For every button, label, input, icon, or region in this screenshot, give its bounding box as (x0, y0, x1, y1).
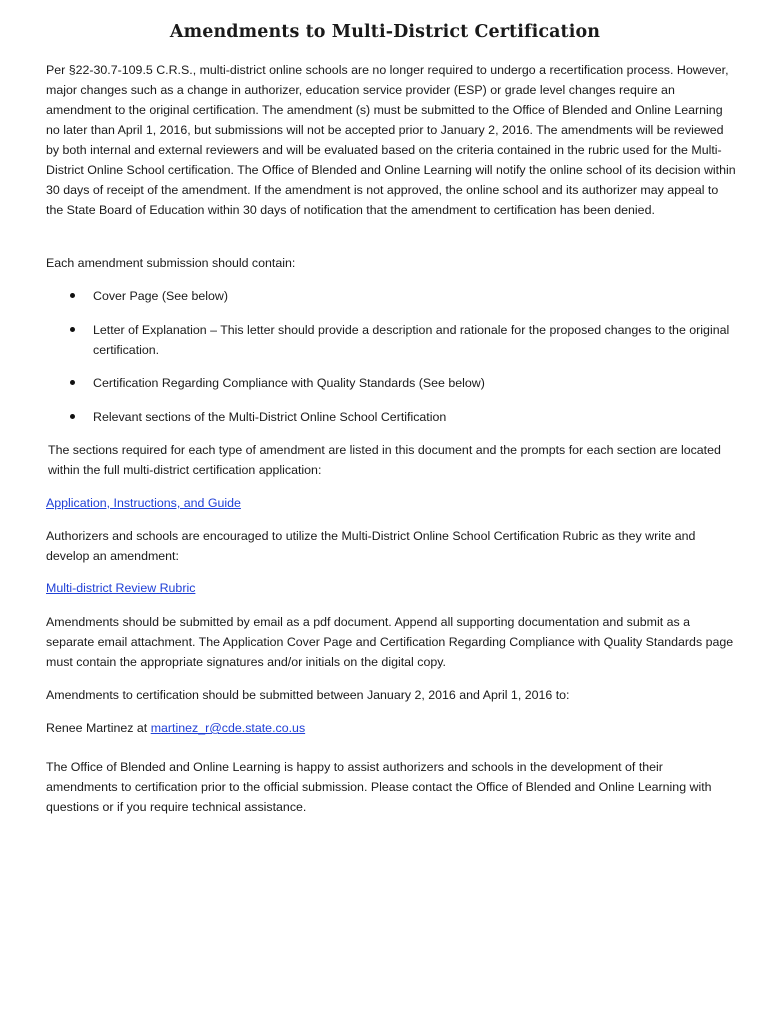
intro-paragraph-text: Per §22-30.7-109.5 C.R.S., multi-district online schools are no longer required to undergo a recertification process. However, major changes such as a change in authorizer, education service provider (ESP) or grade level changes require an amendment to the original certification. The amendment (s) must be submitted to the Office of Blended and Online Learning no later than April 1, 2016, but submissions will not be accepted prior to January 2, 2016. The amendments will be reviewed by both internal and external reviewers and will be evaluated based on the criteria contained in the rubric used for the Multi-District Online School certification. The Office of Blended and Online Learning will notify the online school of its decision within 30 days of receipt of the amendment. If the amendment is not approved, the online school and its authorizer may appeal to the State Board of Education within 30 days of notification that the amendment to certification has been denied. (46, 63, 736, 217)
dates-paragraph (46, 685, 736, 705)
rubric-paragraph-text: Authorizers and schools are encouraged to utilize the Multi-District Online School Certification Rubric as they write and develop an amendment: (46, 529, 696, 563)
closing-paragraph (46, 757, 736, 817)
intro-paragraph (46, 60, 736, 220)
email-paragraph (46, 612, 736, 672)
contact-email-link[interactable]: martinez_r@cde.state.co.us (150, 721, 306, 735)
bullet-icon (70, 293, 75, 298)
email-paragraph-text: Amendments should be submitted by email as a pdf document. Append all supporting documentation and submit as a separate email attachment. The Application Cover Page and Certification Regarding Compliance with Quality Standards page must contain the appropriate signatures and/or initials on the digital copy. (46, 615, 734, 669)
application-guide-link[interactable]: Application, Instructions, and Guide (46, 496, 241, 510)
list-item-text: Relevant sections of the Multi-District Online School Certification (93, 410, 447, 424)
bullet-icon (70, 327, 75, 332)
dates-paragraph-text: Amendments to certification should be submitted between January 2, 2016 and April 1, 2016 to: (46, 688, 570, 702)
list-item-text: Cover Page (See below) (93, 289, 228, 303)
bullet-icon (70, 380, 75, 385)
document-title: Amendments to Multi-District Certification (169, 22, 601, 42)
submission-intro-text: Each amendment submission should contain: (46, 256, 296, 270)
contact-name: Renee Martinez at (46, 721, 151, 735)
list-item-text: Letter of Explanation – This letter should provide a description and rationale for the proposed changes to the original certification. (93, 323, 730, 357)
closing-paragraph-text: The Office of Blended and Online Learning is happy to assist authorizers and schools in the development of their amendments to certification prior to the official submission. Please contact the Office of Blended and Online Learning with questions or if you require technical assistance. (46, 760, 712, 814)
sections-paragraph-text: The sections required for each type of amendment are listed in this document and the prompts for each section are located within the full multi-district certification application: (48, 443, 721, 477)
sections-paragraph (48, 440, 738, 480)
submission-intro (46, 253, 736, 273)
application-link-line (46, 493, 736, 513)
contact-line (46, 718, 736, 738)
rubric-link-line (46, 578, 736, 598)
bullet-icon (70, 414, 75, 419)
list-item-text: Certification Regarding Compliance with Quality Standards (See below) (93, 376, 485, 390)
review-rubric-link[interactable]: Multi-district Review Rubric (46, 581, 196, 595)
rubric-paragraph (46, 526, 736, 566)
